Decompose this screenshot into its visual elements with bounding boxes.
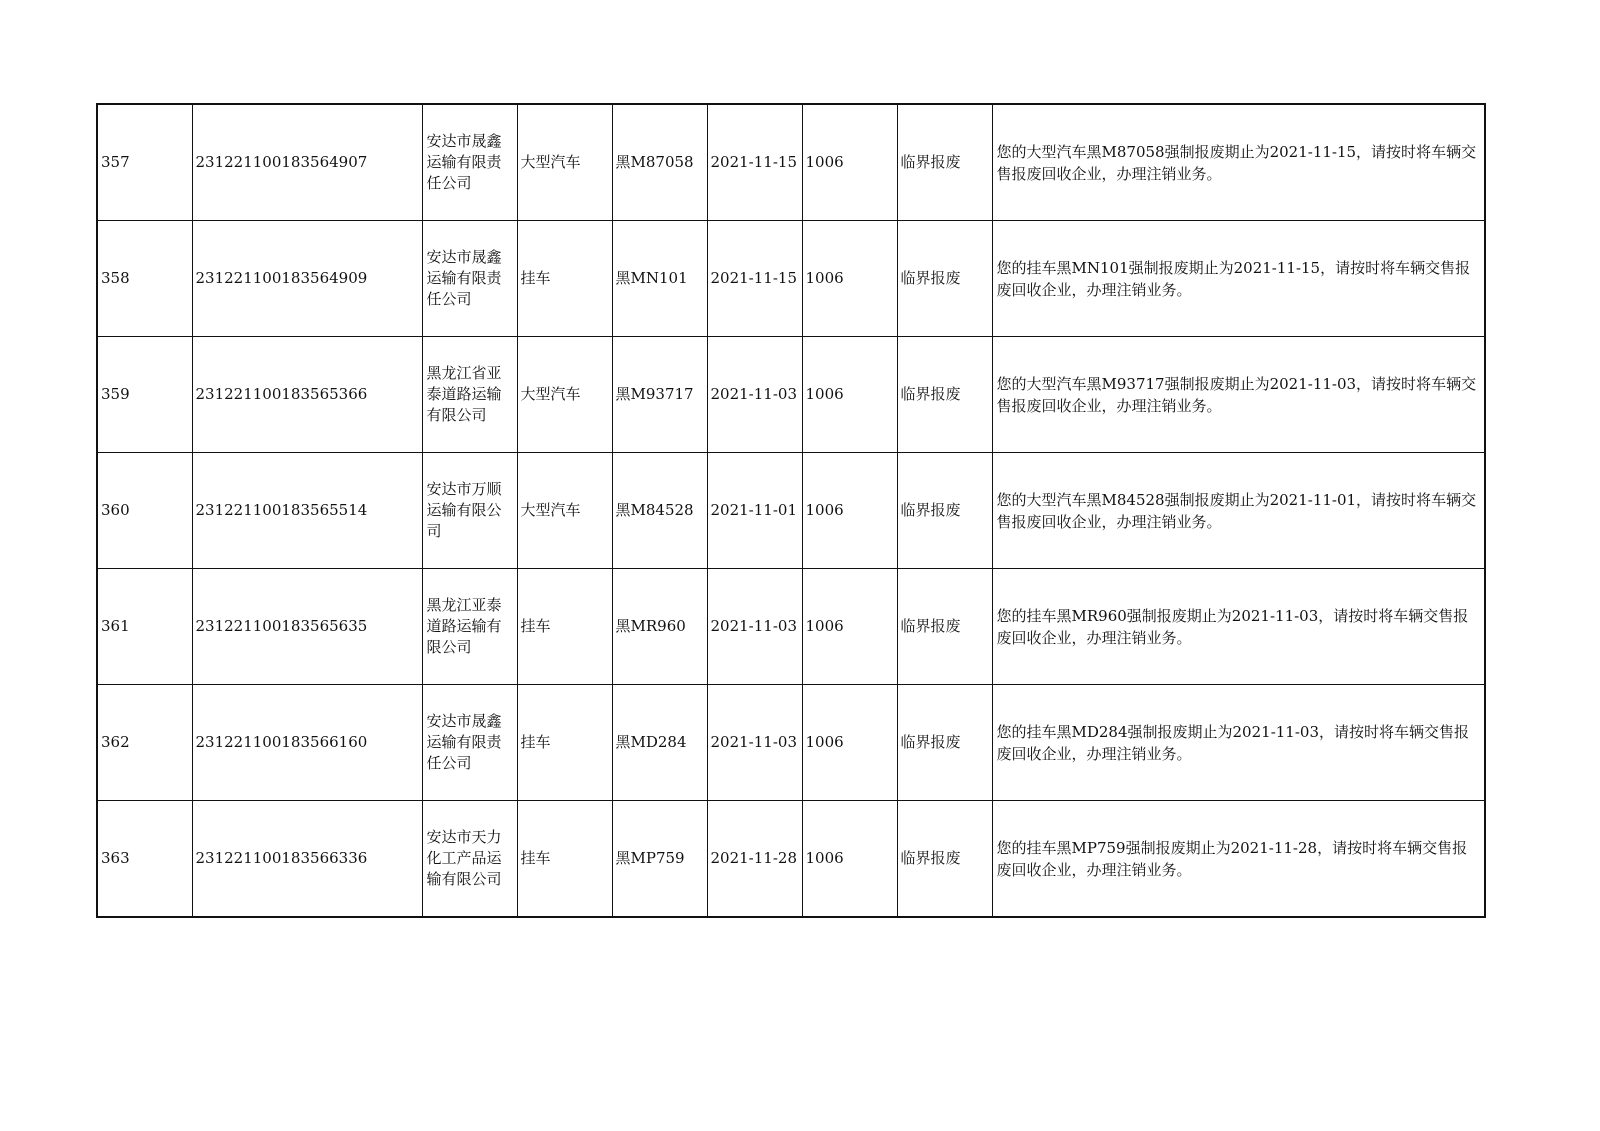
table-row <box>97 337 1485 453</box>
seq-cell: 359 <box>97 337 192 453</box>
code-cell: 1006 <box>802 221 897 337</box>
status-cell: 临界报废 <box>897 104 992 221</box>
code-cell: 1006 <box>802 569 897 685</box>
vehicle-type-cell: 挂车 <box>517 685 612 801</box>
code-cell: 1006 <box>802 337 897 453</box>
company-cell: 安达市晟鑫运输有限责任公司 <box>422 104 517 221</box>
date-cell: 2021-11-03 <box>707 685 802 801</box>
code-cell: 1006 <box>802 801 897 918</box>
seq-cell: 362 <box>97 685 192 801</box>
date-cell: 2021-11-15 <box>707 104 802 221</box>
plate-cell: 黑M93717 <box>612 337 707 453</box>
message-cell: 您的大型汽车黑M87058强制报废期止为2021-11-15，请按时将车辆交售报废回收企业，办理注销业务。 <box>992 104 1485 221</box>
seq-cell: 361 <box>97 569 192 685</box>
date-cell: 2021-11-03 <box>707 569 802 685</box>
code-cell: 1006 <box>802 104 897 221</box>
record-id-cell: 231221100183566336 <box>192 801 422 918</box>
status-cell: 临界报废 <box>897 337 992 453</box>
date-cell: 2021-11-15 <box>707 221 802 337</box>
date-cell: 2021-11-01 <box>707 453 802 569</box>
status-cell: 临界报废 <box>897 569 992 685</box>
table-row <box>97 104 1485 221</box>
status-cell: 临界报废 <box>897 801 992 918</box>
seq-cell: 363 <box>97 801 192 918</box>
table-row <box>97 569 1485 685</box>
table-row <box>97 221 1485 337</box>
vehicle-type-cell: 挂车 <box>517 221 612 337</box>
plate-cell: 黑MR960 <box>612 569 707 685</box>
code-cell: 1006 <box>802 453 897 569</box>
record-id-cell: 231221100183566160 <box>192 685 422 801</box>
plate-cell: 黑MP759 <box>612 801 707 918</box>
seq-cell: 360 <box>97 453 192 569</box>
vehicle-type-cell: 大型汽车 <box>517 104 612 221</box>
company-cell: 安达市万顺运输有限公司 <box>422 453 517 569</box>
vehicle-type-cell: 挂车 <box>517 801 612 918</box>
plate-cell: 黑M87058 <box>612 104 707 221</box>
table-row <box>97 685 1485 801</box>
vehicle-scrap-table <box>96 103 1486 918</box>
plate-cell: 黑MN101 <box>612 221 707 337</box>
message-cell: 您的挂车黑MD284强制报废期止为2021-11-03，请按时将车辆交售报废回收企业，办理注销业务。 <box>992 685 1485 801</box>
message-cell: 您的大型汽车黑M93717强制报废期止为2021-11-03，请按时将车辆交售报废回收企业，办理注销业务。 <box>992 337 1485 453</box>
company-cell: 安达市天力化工产品运输有限公司 <box>422 801 517 918</box>
record-id-cell: 231221100183565635 <box>192 569 422 685</box>
seq-cell: 357 <box>97 104 192 221</box>
plate-cell: 黑M84528 <box>612 453 707 569</box>
table-body <box>97 104 1485 917</box>
message-cell: 您的挂车黑MN101强制报废期止为2021-11-15，请按时将车辆交售报废回收企业，办理注销业务。 <box>992 221 1485 337</box>
message-cell: 您的大型汽车黑M84528强制报废期止为2021-11-01，请按时将车辆交售报废回收企业，办理注销业务。 <box>992 453 1485 569</box>
company-cell: 安达市晟鑫运输有限责任公司 <box>422 221 517 337</box>
vehicle-type-cell: 大型汽车 <box>517 453 612 569</box>
date-cell: 2021-11-28 <box>707 801 802 918</box>
table-row <box>97 801 1485 918</box>
status-cell: 临界报废 <box>897 221 992 337</box>
table-row <box>97 453 1485 569</box>
record-id-cell: 231221100183564907 <box>192 104 422 221</box>
vehicle-type-cell: 大型汽车 <box>517 337 612 453</box>
company-cell: 安达市晟鑫运输有限责任公司 <box>422 685 517 801</box>
company-cell: 黑龙江省亚泰道路运输有限公司 <box>422 337 517 453</box>
seq-cell: 358 <box>97 221 192 337</box>
company-cell: 黑龙江亚泰道路运输有限公司 <box>422 569 517 685</box>
code-cell: 1006 <box>802 685 897 801</box>
message-cell: 您的挂车黑MR960强制报废期止为2021-11-03，请按时将车辆交售报废回收企业，办理注销业务。 <box>992 569 1485 685</box>
vehicle-type-cell: 挂车 <box>517 569 612 685</box>
status-cell: 临界报废 <box>897 685 992 801</box>
record-id-cell: 231221100183564909 <box>192 221 422 337</box>
record-id-cell: 231221100183565514 <box>192 453 422 569</box>
record-id-cell: 231221100183565366 <box>192 337 422 453</box>
plate-cell: 黑MD284 <box>612 685 707 801</box>
message-cell: 您的挂车黑MP759强制报废期止为2021-11-28，请按时将车辆交售报废回收企业，办理注销业务。 <box>992 801 1485 918</box>
status-cell: 临界报废 <box>897 453 992 569</box>
date-cell: 2021-11-03 <box>707 337 802 453</box>
